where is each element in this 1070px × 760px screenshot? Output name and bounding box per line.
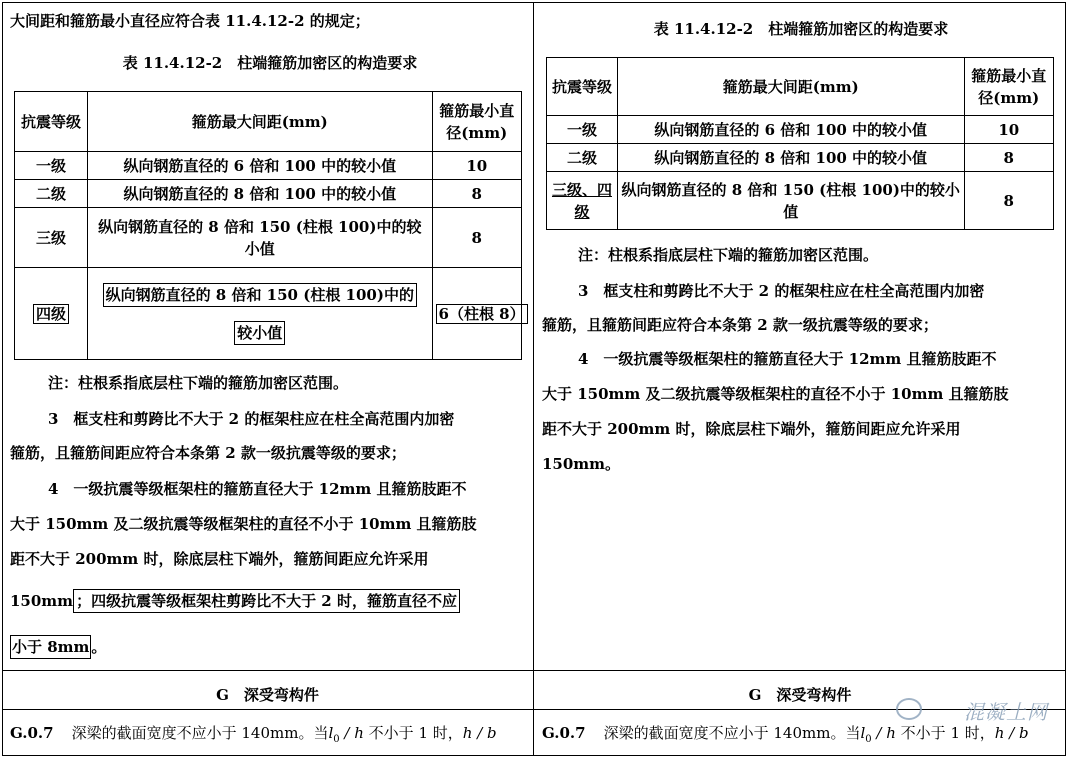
row3-grade: 三级	[15, 208, 88, 268]
row1-diameter: 10	[432, 152, 521, 180]
left-clause	[10, 722, 497, 745]
right-hb: h / b	[994, 724, 1029, 742]
left-clause-no: G.0.7	[10, 724, 54, 742]
right-note: 注：柱根系指底层柱下端的箍筋加密区范围。	[578, 246, 879, 264]
right-clause-no: G.0.7	[542, 724, 586, 742]
row4-diameter: 6（柱根 8）	[436, 304, 528, 324]
left-p4-line3: 距不大于 200mm 时，除底层柱下端外，箍筋间距应允许采用	[10, 550, 429, 568]
row1-grade: 一级	[15, 152, 88, 180]
left-intro: 大间距和箍筋最小直径应符合表 11.4.12-2 的规定；	[10, 12, 370, 30]
header-grade: 抗震等级	[15, 92, 88, 152]
row3-diameter: 8	[432, 208, 521, 268]
left-table-title: 表 11.4.12-2 柱端箍筋加密区的构造要求	[122, 54, 418, 72]
left-l0: l	[328, 724, 334, 742]
r-row1-spacing: 纵向钢筋直径的 6 倍和 100 中的较小值	[617, 116, 964, 144]
r-row1-grade: 一级	[547, 116, 618, 144]
right-table-title: 表 11.4.12-2 柱端箍筋加密区的构造要求	[653, 20, 949, 38]
row3-spacing: 纵向钢筋直径的 8 倍和 150 (柱根 100)中的较小值	[88, 208, 433, 268]
right-p4-line1: 4 一级抗震等级框架柱的箍筋直径大于 12mm 且箍筋肢距不	[578, 350, 997, 368]
right-p4-line4: 150mm。	[542, 455, 621, 473]
right-p3-line2: 箍筋，且箍筋间距应符合本条第 2 款一级抗震等级的要求；	[542, 316, 938, 334]
right-clause-text2: 不小于 1 时，	[900, 724, 995, 742]
r-header-spacing: 箍筋最大间距(mm)	[617, 58, 964, 116]
watermark: 混凝土网	[964, 702, 1048, 724]
row4-grade-cell	[15, 268, 88, 360]
right-l0: l	[860, 724, 866, 742]
r-header-diameter: 箍筋最小直径(mm)	[964, 58, 1053, 116]
left-clause-text2: 不小于 1 时，	[368, 724, 463, 742]
r-row3-diameter: 8	[964, 172, 1053, 230]
right-p3-line1: 3 框支柱和剪跨比不大于 2 的框架柱应在柱全高范围内加密	[578, 282, 985, 300]
right-slash-h: / h	[871, 724, 901, 742]
right-spec-table	[546, 57, 1054, 230]
wechat-icon	[896, 698, 922, 720]
left-p4-150mm: 150mm	[10, 592, 74, 610]
row4-spacing-line2: 较小值	[234, 321, 285, 345]
row4-spacing-line1: 纵向钢筋直径的 8 倍和 150 (柱根 100)中的	[103, 283, 417, 307]
r-row2-spacing: 纵向钢筋直径的 8 倍和 100 中的较小值	[617, 144, 964, 172]
left-p4-line1: 4 一级抗震等级框架柱的箍筋直径大于 12mm 且箍筋肢距不	[48, 480, 467, 498]
right-clause	[542, 722, 1029, 745]
r-header-grade: 抗震等级	[547, 58, 618, 116]
left-p4-line2: 大于 150mm 及二级抗震等级框架柱的直径不小于 10mm 且箍筋肢	[10, 515, 477, 533]
r-row2-grade: 二级	[547, 144, 618, 172]
r-row3-grade: 三级、四级	[547, 172, 618, 230]
left-p4-line5	[10, 636, 106, 658]
row2-diameter: 8	[432, 180, 521, 208]
left-p4-period: 。	[91, 638, 107, 656]
left-p3-line1: 3 框支柱和剪跨比不大于 2 的框架柱应在柱全高范围内加密	[48, 410, 455, 428]
row2-spacing: 纵向钢筋直径的 8 倍和 100 中的较小值	[88, 180, 433, 208]
row1-spacing: 纵向钢筋直径的 6 倍和 100 中的较小值	[88, 152, 433, 180]
right-p4-line2: 大于 150mm 及二级抗震等级框架柱的直径不小于 10mm 且箍筋肢	[542, 385, 1009, 403]
row4-spacing-cell	[88, 268, 433, 360]
left-l0-sub: 0	[333, 734, 340, 745]
left-p4-line4	[10, 590, 460, 612]
header-diameter: 箍筋最小直径(mm)	[432, 92, 521, 152]
row4-diameter-cell	[432, 268, 525, 360]
right-section-title: G 深受弯构件	[748, 686, 852, 704]
right-l0-sub: 0	[865, 734, 872, 745]
header-spacing: 箍筋最大间距(mm)	[88, 92, 433, 152]
right-p4-line3: 距不大于 200mm 时，除底层柱下端外，箍筋间距应允许采用	[542, 420, 961, 438]
left-note: 注：柱根系指底层柱下端的箍筋加密区范围。	[48, 374, 349, 392]
left-slash-h: / h	[339, 724, 369, 742]
column-divider	[533, 2, 534, 756]
r-row3-spacing: 纵向钢筋直径的 8 倍和 150 (柱根 100)中的较小值	[617, 172, 964, 230]
r-row1-diameter: 10	[964, 116, 1053, 144]
left-p4-added-text: ；四级抗震等级框架柱剪跨比不大于 2 时，箍筋直径不应	[73, 589, 460, 613]
left-clause-text: 深梁的截面宽度不应小于 140mm。当	[71, 724, 329, 742]
left-hb: h / b	[462, 724, 497, 742]
right-clause-text: 深梁的截面宽度不应小于 140mm。当	[603, 724, 861, 742]
left-section-title: G 深受弯构件	[216, 686, 319, 704]
r-row2-diameter: 8	[964, 144, 1053, 172]
row2-grade: 二级	[15, 180, 88, 208]
row-divider-1	[2, 670, 1066, 671]
row4-grade: 四级	[33, 304, 69, 324]
left-spec-table	[14, 91, 525, 360]
left-p4-added-min8: 小于 8mm	[10, 635, 91, 659]
left-p3-line2: 箍筋，且箍筋间距应符合本条第 2 款一级抗震等级的要求；	[10, 444, 406, 462]
